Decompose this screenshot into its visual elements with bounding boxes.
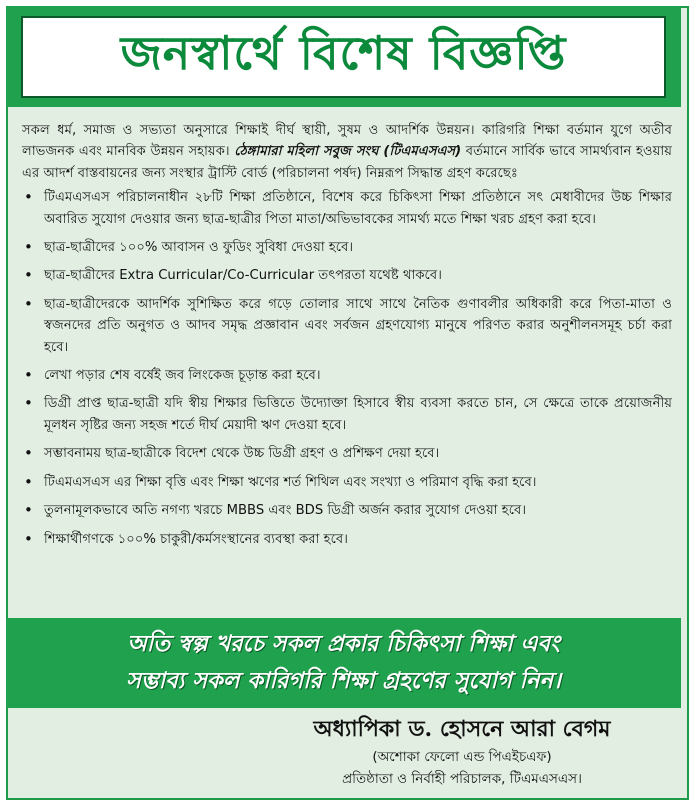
banner-line-2: সম্ভাব্য সকল কারিগরি শিক্ষা গ্রহণের সুযোগ নিন। <box>126 668 561 694</box>
bullet-icon: • <box>24 529 33 548</box>
list-item-text: ডিগ্রী প্রাপ্ত ছাত্র-ছাত্রী যদি স্বীয় শিক্ষার ভিত্তিতে উদ্যোক্তা হিসাবে স্বীয় ব্যবসা করতে চান, সে ক্ষেত্রে তাকে প্রয়োজনীয় মূলধন সৃষ্টির জন্য সহজ শর্তে দীর্ঘ মেয়াদী ঋণ দেওয়া হবে। <box>44 396 672 433</box>
list-item-text: সম্ভাবনাময় ছাত্র-ছাত্রীকে বিদেশ থেকে উচ্চ ডিগ্রী গ্রহণ ও প্রশিক্ষণ দেয়া হবে। <box>44 446 440 462</box>
signatory-name: অধ্যাপিকা ড. হোসনে আরা বেগম <box>313 716 611 742</box>
bullet-icon: • <box>24 472 33 491</box>
banner-line-1: অতি স্বল্প খরচে সকল প্রকার চিকিৎসা শিক্ষা এবং <box>127 631 560 657</box>
title-box <box>21 16 666 98</box>
list-item <box>22 500 672 521</box>
intro-text-2: বর্তমানে সার্বিক ভাবে সামর্থ্যবান হওয়ায় এর আদর্শ বাস্তবায়নের জন্য সংস্থার ট্রাস্টি বোর্ড (পরিচালনা পর্ষদ) নিম্নরূপ সিদ্ধান্ত গ্রহণ করেছেঃ <box>22 144 672 181</box>
title-bar <box>6 6 681 107</box>
list-item-text: ছাত্র-ছাত্রীদের ১০০% আবাসন ও ফুডিং সুবিধা দেওয়া হবে। <box>44 240 354 256</box>
list-item <box>22 265 672 286</box>
list-item-text: ছাত্র-ছাত্রীদের Extra Curricular/Co-Curricular তৎপরতা যথেষ্ট থাকবে। <box>44 268 442 284</box>
organization-name: ঠেঙ্গামারা মহিলা সবুজ সংঘ (টিএমএসএস) <box>234 144 462 160</box>
bullet-icon: • <box>24 501 33 520</box>
list-item <box>22 393 672 436</box>
bullet-icon: • <box>24 366 33 385</box>
notice-title: জনস্বার্থে বিশেষ বিজ্ঞপ্তি <box>120 25 567 80</box>
bullet-icon: • <box>24 266 33 285</box>
list-item <box>22 443 672 464</box>
list-item-text: শিক্ষার্থীগণকে ১০০% চাকুরী/কর্মসংস্থানের ব্যবস্থা করা হবে। <box>44 531 348 547</box>
bullet-icon: • <box>24 188 33 207</box>
list-item <box>22 187 672 230</box>
bullet-icon: • <box>24 444 33 463</box>
intro-text-1: সকল ধর্ম, সমাজ ও সভ্যতা অনুসারে শিক্ষাই দীর্ঘ স্থায়ী, সুষম ও আদর্শিক উন্নয়ন। কারিগরি শিক্ষা বর্তমান যুগে অতীব লাভজনক এবং মানবিক উন্নয়ন সহায়ক। <box>22 123 672 160</box>
list-item-text: টিএমএসএস এর শিক্ষা বৃত্তি এবং শিক্ষা ঋণের শর্ত শিথিল এবং সংখ্যা ও পরিমাণ বৃদ্ধি করা হবে। <box>44 474 537 490</box>
signature-block <box>247 712 677 790</box>
bullet-icon: • <box>24 238 33 257</box>
intro-paragraph <box>22 120 672 184</box>
list-item <box>22 529 672 550</box>
list-item-text: ছাত্র-ছাত্রীদেরকে আদর্শিক সুশিক্ষিত করে গড়ে তোলার সাথে সাথে নৈতিক গুণাবলীর অধিকারী করে পিতা-মাতা ও স্বজনদের প্রতি অনুগত ও আদব সমৃদ্ধ প্রজ্ঞাবান এবং সর্বজন গ্রহণযোগ্য মানুষে পরিণত করার অনুশীলনসমূহ চর্চা করা হবে। <box>44 296 672 355</box>
offer-banner <box>6 618 681 708</box>
decision-list <box>22 187 672 550</box>
bullet-icon: • <box>24 394 33 413</box>
list-item-text: টিএমএসএস পরিচালনাধীন ২৮টি শিক্ষা প্রতিষ্ঠানে, বিশেষ করে চিকিৎসা শিক্ষা প্রতিষ্ঠানে সৎ মেধাবীদের উচ্চ শিক্ষার অবারিত সুযোগ দেওয়ার জন্য ছাত্র-ছাত্রীর পিতা মাতা/অভিভাবকের সামর্থ্য মতে শিক্ষা খরচ গ্রহণ করা হবে। <box>44 190 672 227</box>
signatory-affiliation: (অশোকা ফেলো এন্ড পিএইচএফ) <box>372 749 552 765</box>
list-item-text: তুলনামূলকভাবে অতি নগণ্য খরচে MBBS এবং BDS ডিগ্রী অর্জন করার সুযোগ দেওয়া হবে। <box>44 503 527 519</box>
bullet-icon: • <box>24 294 33 313</box>
list-item-text: লেখা পড়ার শেষ বর্ষেই জব লিংকেজ চূড়ান্ত করা হবে। <box>44 368 321 384</box>
list-item <box>22 472 672 493</box>
list-item <box>22 294 672 358</box>
signatory-position: প্রতিষ্ঠাতা ও নির্বাহী পরিচালক, টিএমএসএস। <box>342 771 582 787</box>
notice-body <box>22 120 672 557</box>
list-item <box>22 237 672 258</box>
list-item <box>22 365 672 386</box>
